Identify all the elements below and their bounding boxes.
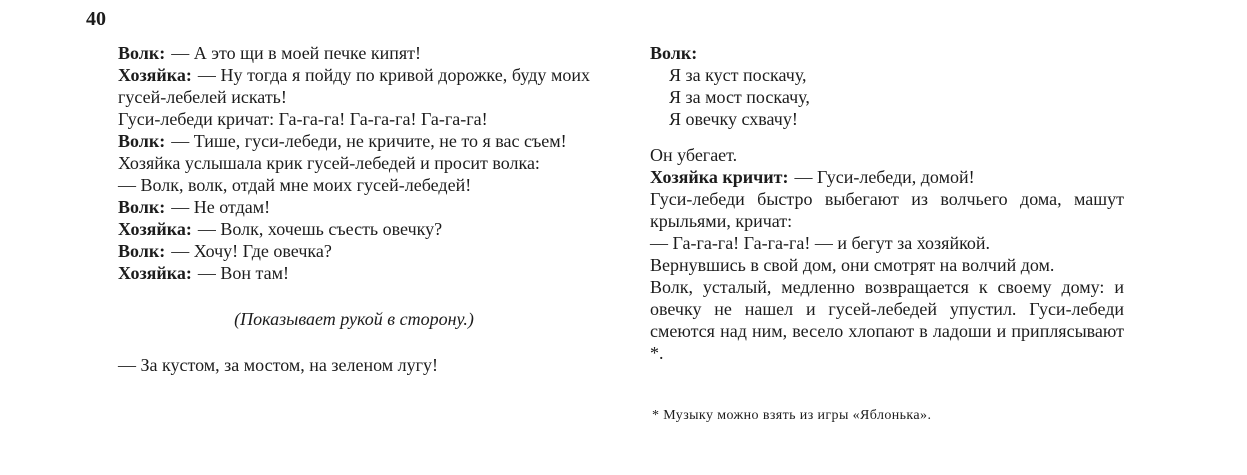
line-text: — Ну тогда я пойду по кривой дорожке, буду моих гусей-лебелей искать! (118, 65, 590, 107)
line-wolf-3 (118, 196, 590, 218)
speaker-label: Волк: (118, 131, 166, 151)
right-column (650, 42, 1124, 364)
line-text: — А это щи в моей печке кипят! (171, 43, 421, 63)
line-narration-1: Хозяйка услышала крик гусей-лебедей и просит волка: (118, 153, 540, 173)
speaker-label: Хозяйка кричит: (650, 167, 789, 187)
speaker-label: Хозяйка: (118, 219, 192, 239)
line-wolf-4 (118, 240, 590, 262)
speaker-label: Волк: (118, 241, 166, 261)
line-hostess-2 (118, 218, 590, 240)
line-narration-2: Гуси-лебеди быстро выбегают из волчьего дома, машут крыльями, кричат: (650, 189, 1124, 231)
speaker-label: Волк: (650, 43, 698, 63)
line-text: — Гуси-лебеди, домой! (794, 167, 975, 187)
spacer (650, 130, 1124, 144)
speaker-label: Хозяйка: (118, 263, 192, 283)
verse-line: Я за куст поскачу, (669, 65, 807, 85)
line-geese-run: — Га-га-га! Га-га-га! — и бегут за хозяйкой. (650, 233, 991, 253)
verse-line: Я овечку схвачу! (669, 109, 798, 129)
line-plea: — Волк, волк, отдай мне моих гусей-лебедей! (118, 175, 472, 195)
speaker-label: Волк: (118, 43, 166, 63)
footnote: * Музыку можно взять из игры «Яблонька». (652, 408, 932, 423)
line-wolf-runs: Он убегает. (650, 145, 738, 165)
page-number: 40 (86, 8, 106, 30)
line-narration-4: Волк, усталый, медленно возвращается к своему дому: и овечку не нашел и гусей-лебедей упустил. Гуси-лебеди смеются над ним, весело хлопают в ладоши и приплясывают *. (650, 277, 1124, 363)
line-text: — Вон там! (197, 263, 289, 283)
line-text: — Тише, гуси-лебеди, не кричите, не то я вас съем! (171, 131, 567, 151)
line-wolf-1 (118, 42, 590, 64)
verse-block (669, 64, 1124, 130)
speaker-label: Хозяйка: (118, 65, 192, 85)
line-location: — За кустом, за мостом, на зеленом лугу! (118, 355, 439, 375)
line-hostess-calls (650, 166, 1124, 188)
left-column (118, 42, 590, 376)
line-text: — Хочу! Где овечка? (171, 241, 332, 261)
line-text: — Не отдам! (171, 197, 271, 217)
speaker-label: Волк: (118, 197, 166, 217)
verse-line: Я за мост поскачу, (669, 87, 810, 107)
line-hostess-3 (118, 262, 590, 284)
line-wolf-verse-speaker (650, 42, 1124, 64)
line-wolf-2 (118, 130, 590, 152)
stage-direction: (Показывает рукой в сторону.) (234, 309, 474, 329)
line-hostess-1 (118, 64, 590, 108)
line-geese-cry: Гуси-лебеди кричат: Га-га-га! Га-га-га! Га-га-га! (118, 109, 488, 129)
line-text: — Волк, хочешь съесть овечку? (197, 219, 443, 239)
line-narration-3: Вернувшись в свой дом, они смотрят на волчий дом. (650, 255, 1055, 275)
